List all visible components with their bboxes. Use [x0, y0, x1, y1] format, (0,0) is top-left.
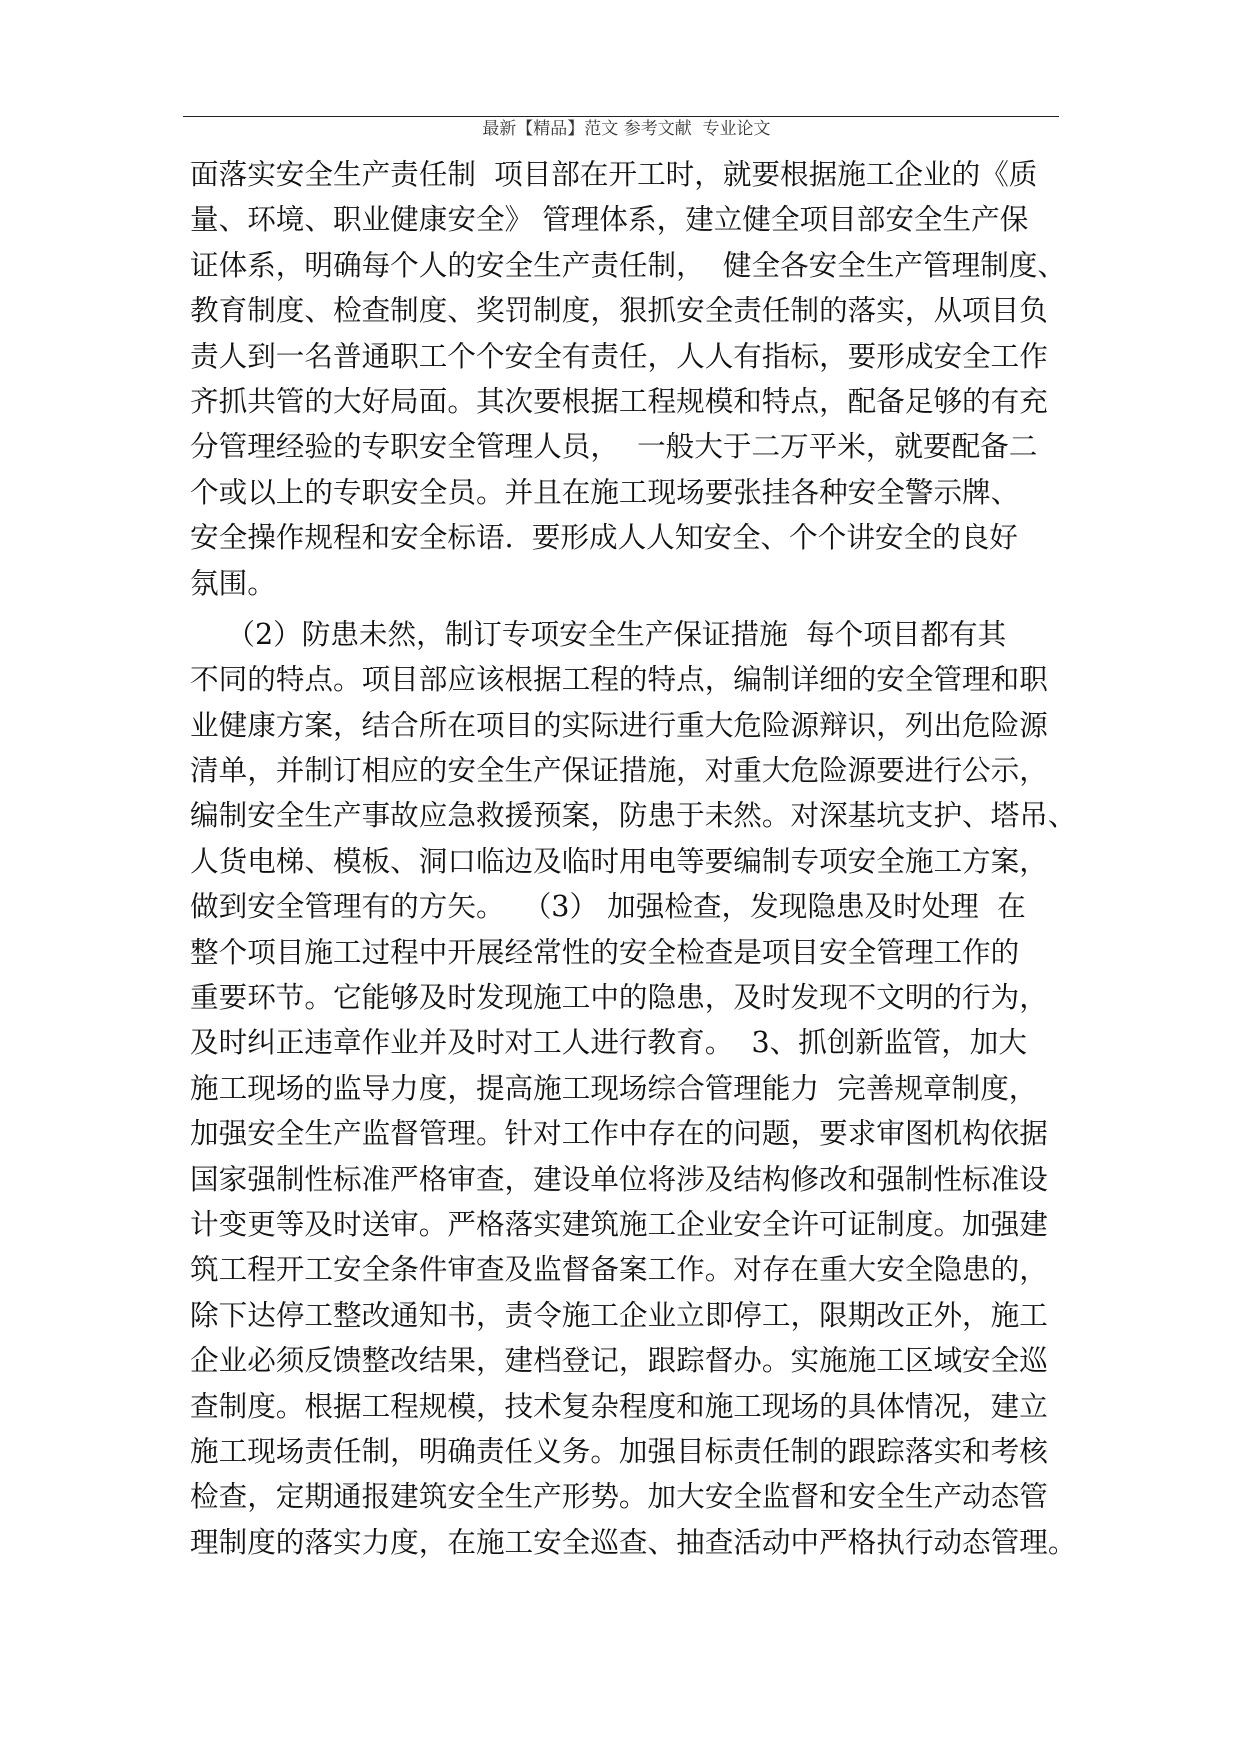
text-line: 量、环境、职业健康安全》 管理体系，建立健全项目部安全生产保 [190, 202, 1029, 237]
text-line: 加强安全生产监督管理。针对工作中存在的问题，要求审图机构依据 [190, 1116, 1048, 1151]
paragraph-2 [190, 612, 1077, 1565]
text-line: 业健康方案，结合所在项目的实际进行重大危险源辩识，列出危险源 [190, 707, 1048, 742]
text-line: 国家强制性标准严格审查，建设单位将涉及结构修改和强制性标准设 [190, 1161, 1048, 1196]
text-line: 个或以上的专职安全员。并且在施工现场要张挂各种安全警示牌、 [190, 474, 1020, 509]
header-text: 最新【精品】范文 参考文献 专业论文 [482, 119, 771, 139]
text-line: 除下达停工整改通知书，责令施工企业立即停工，限期改正外，施工 [190, 1297, 1048, 1332]
text-line: 氛围。 [190, 565, 276, 600]
page-header [183, 84, 1059, 139]
text-line: 编制安全生产事故应急救援预案，防患于未然。对深基坑支护、塔吊、 [190, 798, 1077, 833]
text-line: 责人到一名普通职工个个安全有责任，人人有指标，要形成安全工作 [190, 338, 1048, 373]
text-line: 清单，并制订相应的安全生产保证措施，对重大危险源要进行公示， [190, 753, 1048, 788]
text-line: 筑工程开工安全条件审查及监督备案工作。对存在重大安全隐患的， [190, 1252, 1048, 1287]
text-line: 整个项目施工过程中开展经常性的安全检查是项目安全管理工作的 [190, 934, 1020, 969]
text-line: 理制度的落实力度，在施工安全巡查、抽查活动中严格执行动态管理。 [190, 1524, 1077, 1559]
text-line: 及时纠正违章作业并及时对工人进行教育。 3、抓创新监管，加大 [190, 1025, 1027, 1060]
text-line: 人货电梯、模板、洞口临边及临时用电等要编制专项安全施工方案， [190, 843, 1048, 878]
text-line: 施工现场的监导力度，提高施工现场综合管理能力 完善规章制度， [190, 1070, 1038, 1105]
text-line: 计变更等及时送审。严格落实建筑施工企业安全许可证制度。加强建 [190, 1206, 1048, 1241]
text-line: 企业必须反馈整改结果，建档登记，跟踪督办。实施施工区域安全巡 [190, 1343, 1048, 1378]
text-line: 查制度。根据工程规模，技术复杂程度和施工现场的具体情况，建立 [190, 1388, 1048, 1423]
text-line: 面落实安全生产责任制 项目部在开工时，就要根据施工企业的《质 [190, 157, 1038, 191]
text-line: 检查，定期通报建筑安全生产形势。加大安全监督和安全生产动态管 [190, 1479, 1048, 1514]
text-line: 不同的特点。项目部应该根据工程的特点，编制详细的安全管理和职 [190, 662, 1048, 697]
text-line: 证体系，明确每个人的安全生产责任制， 健全各安全生产管理制度、 [190, 247, 1066, 282]
text-line: 重要环节。它能够及时发现施工中的隐患，及时发现不文明的行为， [190, 980, 1048, 1015]
text-line: 齐抓共管的大好局面。其次要根据工程规模和特点，配备足够的有充 [190, 383, 1048, 418]
text-line: 分管理经验的专职安全管理人员， 一般大于二万平米，就要配备二 [190, 429, 1038, 464]
text-line: 安全操作规程和安全标语. 要形成人人知安全、个个讲安全的良好 [190, 520, 1018, 555]
text-line: 施工现场责任制，明确责任义务。加强目标责任制的跟踪落实和考核 [190, 1433, 1048, 1468]
paragraph-1 [190, 152, 1066, 606]
text-line: 做到安全管理有的方矢。 （3） 加强检查，发现隐患及时处理 在 [190, 889, 1026, 924]
text-line: （2）防患未然，制订专项安全生产保证措施 每个项目都有其 [190, 616, 1007, 651]
text-line: 教育制度、检查制度、奖罚制度，狠抓安全责任制的落实，从项目负 [190, 293, 1048, 328]
document-body [190, 152, 1077, 1565]
